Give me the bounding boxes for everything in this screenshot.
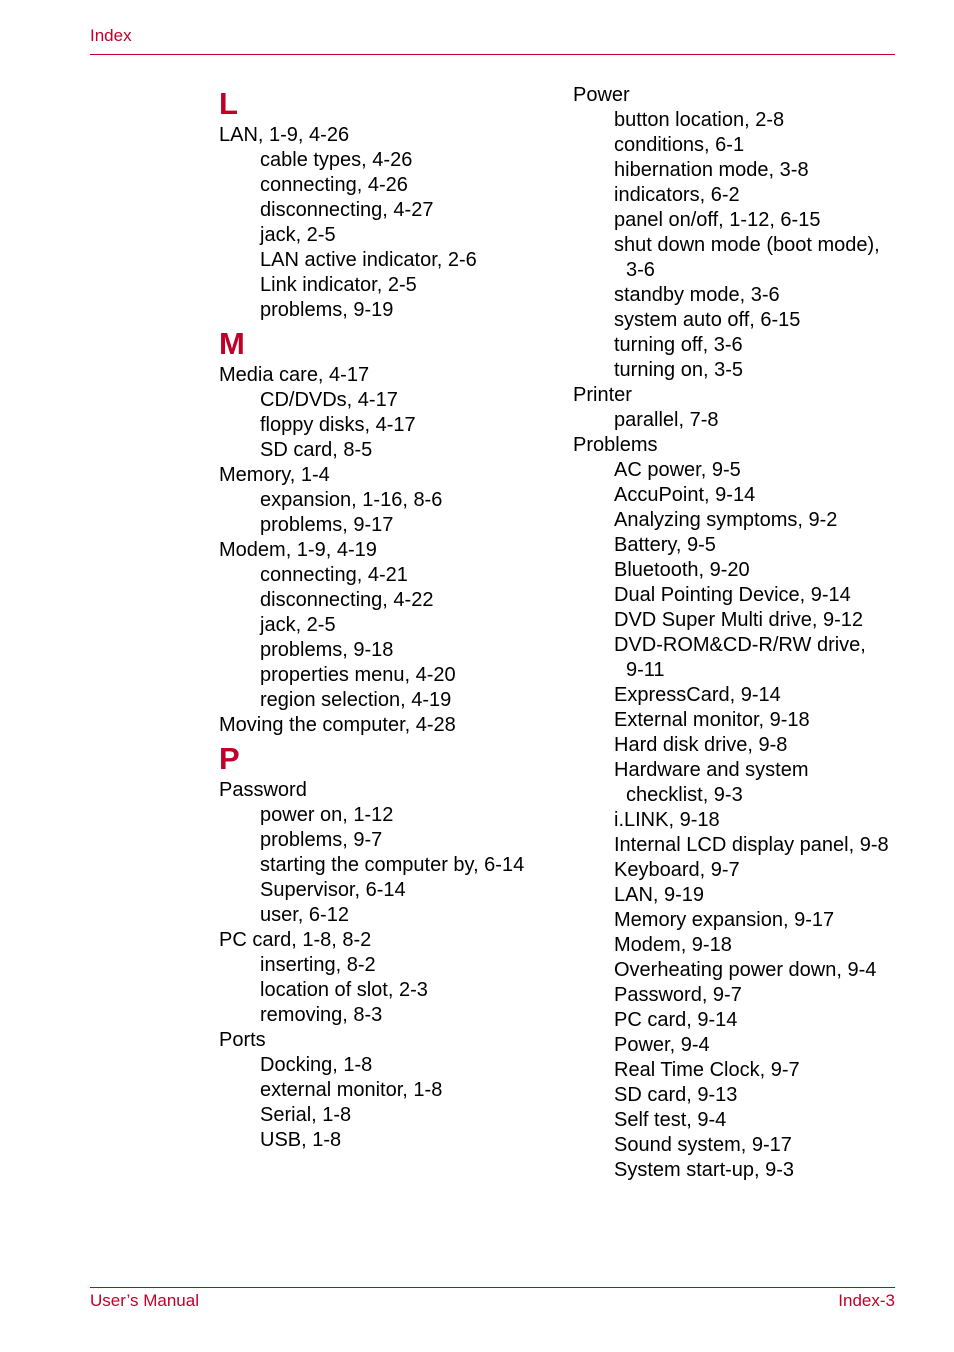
index-subentry: Internal LCD display panel, 9-8 bbox=[614, 834, 889, 856]
index-subentry: LAN, 9-19 bbox=[614, 884, 705, 906]
index-subentry-continuation: 9-11 bbox=[626, 659, 665, 681]
index-subentry: user, 6-12 bbox=[260, 904, 349, 926]
index-subentry: turning off, 3-6 bbox=[614, 334, 743, 356]
index-subentry: System start-up, 9-3 bbox=[614, 1159, 795, 1181]
index-entry: Media care, 4-17 bbox=[219, 364, 370, 386]
index-subentry: USB, 1-8 bbox=[260, 1129, 342, 1151]
index-subentry: Power, 9-4 bbox=[614, 1034, 710, 1056]
index-subentry: properties menu, 4-20 bbox=[260, 664, 456, 686]
index-subentry: Overheating power down, 9-4 bbox=[614, 959, 877, 981]
section-letter-l: L bbox=[219, 86, 238, 121]
index-subentry: Hard disk drive, 9-8 bbox=[614, 734, 788, 756]
index-subentry: Sound system, 9-17 bbox=[614, 1134, 792, 1156]
section-letter-p: P bbox=[219, 741, 240, 776]
index-entry: PC card, 1-8, 8-2 bbox=[219, 929, 372, 951]
index-subentry: SD card, 8-5 bbox=[260, 439, 373, 461]
index-subentry: cable types, 4-26 bbox=[260, 149, 413, 171]
index-subentry: disconnecting, 4-22 bbox=[260, 589, 434, 611]
index-subentry: Hardware and system bbox=[614, 759, 809, 781]
index-subentry: shut down mode (boot mode), bbox=[614, 234, 880, 256]
index-subentry: CD/DVDs, 4-17 bbox=[260, 389, 398, 411]
index-subentry: floppy disks, 4-17 bbox=[260, 414, 416, 436]
index-subentry: system auto off, 6-15 bbox=[614, 309, 801, 331]
index-subentry: turning on, 3-5 bbox=[614, 359, 743, 381]
index-subentry: button location, 2-8 bbox=[614, 109, 785, 131]
index-subentry: connecting, 4-26 bbox=[260, 174, 408, 196]
index-subentry: jack, 2-5 bbox=[260, 614, 336, 636]
index-subentry: jack, 2-5 bbox=[260, 224, 336, 246]
index-subentry-continuation: 3-6 bbox=[626, 259, 655, 281]
index-subentry: problems, 9-19 bbox=[260, 299, 394, 321]
index-subentry: External monitor, 9-18 bbox=[614, 709, 810, 731]
index-column-left bbox=[219, 83, 559, 1153]
index-subentry: standby mode, 3-6 bbox=[614, 284, 780, 306]
index-subentry: DVD Super Multi drive, 9-12 bbox=[614, 609, 863, 631]
footer-manual-title: User’s Manual bbox=[90, 1291, 199, 1310]
index-subentry: Keyboard, 9-7 bbox=[614, 859, 740, 881]
index-subentry: panel on/off, 1-12, 6-15 bbox=[614, 209, 821, 231]
index-subentry: disconnecting, 4-27 bbox=[260, 199, 434, 221]
index-subentry: Password, 9-7 bbox=[614, 984, 742, 1006]
index-subentry: i.LINK, 9-18 bbox=[614, 809, 720, 831]
index-subentry: power on, 1-12 bbox=[260, 804, 394, 826]
header-rule bbox=[90, 54, 895, 55]
index-subentry: expansion, 1-16, 8-6 bbox=[260, 489, 443, 511]
index-subentry: inserting, 8-2 bbox=[260, 954, 376, 976]
footer-page-number: Index-3 bbox=[838, 1291, 895, 1310]
index-entry: Password bbox=[219, 779, 307, 801]
index-subentry: Docking, 1-8 bbox=[260, 1054, 373, 1076]
running-header-title: Index bbox=[90, 26, 132, 45]
section-letter-m: M bbox=[219, 326, 245, 361]
index-subentry: problems, 9-7 bbox=[260, 829, 383, 851]
index-subentry: Serial, 1-8 bbox=[260, 1104, 352, 1126]
index-subentry: Link indicator, 2-5 bbox=[260, 274, 417, 296]
index-subentry: location of slot, 2-3 bbox=[260, 979, 428, 1001]
index-subentry: hibernation mode, 3-8 bbox=[614, 159, 809, 181]
index-subentry: conditions, 6-1 bbox=[614, 134, 745, 156]
index-subentry: Memory expansion, 9-17 bbox=[614, 909, 835, 931]
index-subentry: connecting, 4-21 bbox=[260, 564, 408, 586]
index-subentry: parallel, 7-8 bbox=[614, 409, 719, 431]
index-subentry: removing, 8-3 bbox=[260, 1004, 383, 1026]
index-subentry: Modem, 9-18 bbox=[614, 934, 732, 956]
index-subentry: problems, 9-18 bbox=[260, 639, 394, 661]
index-subentry: Bluetooth, 9-20 bbox=[614, 559, 750, 581]
index-entry: Power bbox=[573, 84, 630, 106]
index-entry: Ports bbox=[219, 1029, 266, 1051]
index-subentry: ExpressCard, 9-14 bbox=[614, 684, 781, 706]
index-subentry: starting the computer by, 6-14 bbox=[260, 854, 525, 876]
index-column-right bbox=[573, 83, 913, 1183]
footer-rule bbox=[90, 1287, 895, 1288]
index-subentry: AC power, 9-5 bbox=[614, 459, 741, 481]
index-subentry: Self test, 9-4 bbox=[614, 1109, 727, 1131]
index-subentry: external monitor, 1-8 bbox=[260, 1079, 443, 1101]
index-entry: Memory, 1-4 bbox=[219, 464, 330, 486]
index-subentry: DVD-ROM&CD-R/RW drive, bbox=[614, 634, 866, 656]
index-subentry: AccuPoint, 9-14 bbox=[614, 484, 756, 506]
index-subentry: Dual Pointing Device, 9-14 bbox=[614, 584, 851, 606]
index-subentry: Analyzing symptoms, 9-2 bbox=[614, 509, 838, 531]
index-subentry: PC card, 9-14 bbox=[614, 1009, 738, 1031]
index-entry: Problems bbox=[573, 434, 658, 456]
index-subentry: problems, 9-17 bbox=[260, 514, 394, 536]
index-subentry: SD card, 9-13 bbox=[614, 1084, 738, 1106]
index-entry: Modem, 1-9, 4-19 bbox=[219, 539, 377, 561]
index-subentry-continuation: checklist, 9-3 bbox=[626, 784, 743, 806]
index-subentry: region selection, 4-19 bbox=[260, 689, 452, 711]
index-subentry: Real Time Clock, 9-7 bbox=[614, 1059, 800, 1081]
index-entry: LAN, 1-9, 4-26 bbox=[219, 124, 350, 146]
index-subentry: indicators, 6-2 bbox=[614, 184, 740, 206]
index-subentry: LAN active indicator, 2-6 bbox=[260, 249, 477, 271]
index-subentry: Supervisor, 6-14 bbox=[260, 879, 406, 901]
index-entry: Printer bbox=[573, 384, 632, 406]
index-subentry: Battery, 9-5 bbox=[614, 534, 716, 556]
index-entry: Moving the computer, 4-28 bbox=[219, 714, 456, 736]
